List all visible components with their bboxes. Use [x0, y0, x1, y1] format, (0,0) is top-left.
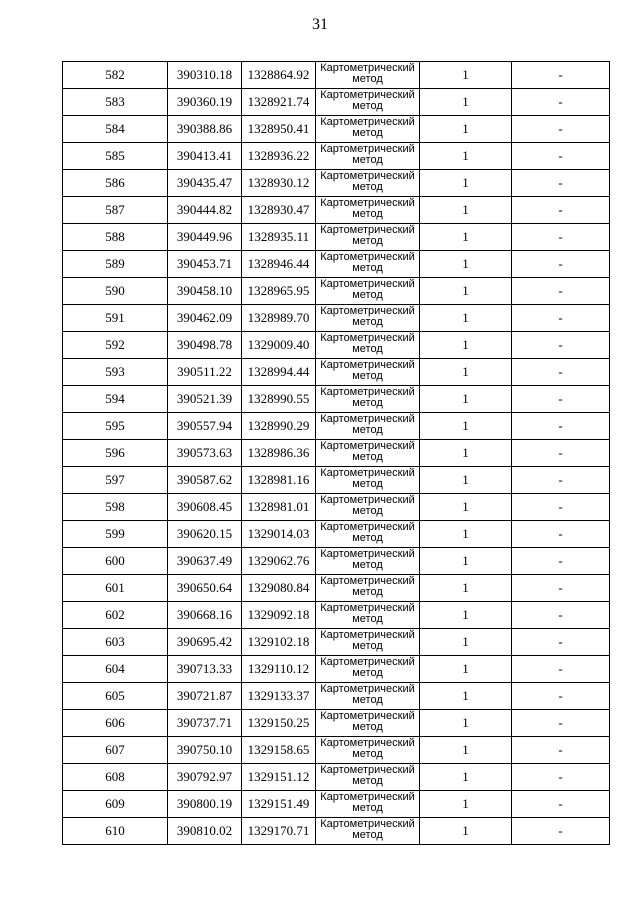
- y-coordinate-cell: 1328994.44: [242, 359, 316, 386]
- accuracy-cell: 1: [420, 710, 512, 737]
- method-cell: [316, 251, 420, 278]
- method-line1: Картометрический: [320, 628, 415, 641]
- point-number-cell: 606: [63, 710, 168, 737]
- accuracy-cell: 1: [420, 359, 512, 386]
- accuracy-cell: 1: [420, 386, 512, 413]
- method-line1: Картометрический: [320, 412, 415, 425]
- x-coordinate-cell: 390587.62: [168, 467, 242, 494]
- x-coordinate-cell: 390360.19: [168, 89, 242, 116]
- note-cell: -: [512, 332, 610, 359]
- point-number-cell: 599: [63, 521, 168, 548]
- note-cell: -: [512, 224, 610, 251]
- y-coordinate-cell: 1329170.71: [242, 818, 316, 845]
- accuracy-cell: 1: [420, 791, 512, 818]
- note-cell: -: [512, 89, 610, 116]
- accuracy-cell: 1: [420, 143, 512, 170]
- point-number-cell: 588: [63, 224, 168, 251]
- x-coordinate-cell: 390511.22: [168, 359, 242, 386]
- point-number-cell: 590: [63, 278, 168, 305]
- method-line2: метод: [352, 423, 383, 436]
- method-line2: метод: [352, 828, 383, 841]
- x-coordinate-cell: 390453.71: [168, 251, 242, 278]
- point-number-cell: 589: [63, 251, 168, 278]
- note-cell: -: [512, 737, 610, 764]
- note-cell: -: [512, 656, 610, 683]
- point-number-cell: 608: [63, 764, 168, 791]
- method-line1: Картометрический: [320, 331, 415, 344]
- x-coordinate-cell: 390792.97: [168, 764, 242, 791]
- method-cell: [316, 602, 420, 629]
- x-coordinate-cell: 390810.02: [168, 818, 242, 845]
- note-cell: -: [512, 170, 610, 197]
- note-cell: -: [512, 683, 610, 710]
- point-number-cell: 584: [63, 116, 168, 143]
- method-cell: [316, 791, 420, 818]
- method-line2: метод: [352, 585, 383, 598]
- note-cell: -: [512, 197, 610, 224]
- table-row: [63, 494, 610, 521]
- note-cell: -: [512, 548, 610, 575]
- x-coordinate-cell: 390695.42: [168, 629, 242, 656]
- y-coordinate-cell: 1329092.18: [242, 602, 316, 629]
- point-number-cell: 596: [63, 440, 168, 467]
- x-coordinate-cell: 390498.78: [168, 332, 242, 359]
- method-cell: [316, 143, 420, 170]
- method-line2: метод: [352, 207, 383, 220]
- table-row: [63, 575, 610, 602]
- point-number-cell: 582: [63, 62, 168, 89]
- y-coordinate-cell: 1329102.18: [242, 629, 316, 656]
- table-row: [63, 737, 610, 764]
- table-row: [63, 251, 610, 278]
- method-line2: метод: [352, 450, 383, 463]
- x-coordinate-cell: 390650.64: [168, 575, 242, 602]
- method-line2: метод: [352, 774, 383, 787]
- method-line1: Картометрический: [320, 682, 415, 695]
- y-coordinate-cell: 1329009.40: [242, 332, 316, 359]
- accuracy-cell: 1: [420, 683, 512, 710]
- note-cell: -: [512, 278, 610, 305]
- method-line1: Картометрический: [320, 223, 415, 236]
- table-row: [63, 143, 610, 170]
- method-line2: метод: [352, 612, 383, 625]
- accuracy-cell: 1: [420, 197, 512, 224]
- method-line2: метод: [352, 153, 383, 166]
- y-coordinate-cell: 1329158.65: [242, 737, 316, 764]
- note-cell: -: [512, 494, 610, 521]
- page-number: 31: [312, 16, 328, 33]
- method-line2: метод: [352, 666, 383, 679]
- accuracy-cell: 1: [420, 332, 512, 359]
- accuracy-cell: 1: [420, 224, 512, 251]
- point-number-cell: 594: [63, 386, 168, 413]
- method-line1: Картометрический: [320, 763, 415, 776]
- accuracy-cell: 1: [420, 89, 512, 116]
- table-row: [63, 791, 610, 818]
- table-row: [63, 710, 610, 737]
- method-line1: Картометрический: [320, 115, 415, 128]
- x-coordinate-cell: 390458.10: [168, 278, 242, 305]
- method-line1: Картометрический: [320, 169, 415, 182]
- method-line1: Картометрический: [320, 250, 415, 263]
- method-line2: метод: [352, 234, 383, 247]
- table-row: [63, 305, 610, 332]
- point-number-cell: 587: [63, 197, 168, 224]
- method-line1: Картометрический: [320, 466, 415, 479]
- method-line1: Картометрический: [320, 601, 415, 614]
- method-line2: метод: [352, 72, 383, 85]
- method-cell: [316, 575, 420, 602]
- point-number-cell: 586: [63, 170, 168, 197]
- table-row: [63, 440, 610, 467]
- method-line2: метод: [352, 693, 383, 706]
- y-coordinate-cell: 1328981.01: [242, 494, 316, 521]
- table-row: [63, 521, 610, 548]
- y-coordinate-cell: 1328936.22: [242, 143, 316, 170]
- point-number-cell: 593: [63, 359, 168, 386]
- method-cell: [316, 332, 420, 359]
- method-line2: метод: [352, 261, 383, 274]
- x-coordinate-cell: 390521.39: [168, 386, 242, 413]
- method-line2: метод: [352, 504, 383, 517]
- method-line2: метод: [352, 396, 383, 409]
- table-body: [63, 62, 610, 845]
- method-cell: [316, 467, 420, 494]
- accuracy-cell: 1: [420, 170, 512, 197]
- method-line1: Картометрический: [320, 196, 415, 209]
- accuracy-cell: 1: [420, 494, 512, 521]
- table-row: [63, 629, 610, 656]
- y-coordinate-cell: 1328990.29: [242, 413, 316, 440]
- x-coordinate-cell: 390737.71: [168, 710, 242, 737]
- table-row: [63, 224, 610, 251]
- note-cell: -: [512, 467, 610, 494]
- note-cell: -: [512, 305, 610, 332]
- table-row: [63, 170, 610, 197]
- method-line1: Картометрический: [320, 358, 415, 371]
- x-coordinate-cell: 390637.49: [168, 548, 242, 575]
- point-number-cell: 600: [63, 548, 168, 575]
- table-row: [63, 764, 610, 791]
- y-coordinate-cell: 1328990.55: [242, 386, 316, 413]
- table-row: [63, 386, 610, 413]
- x-coordinate-cell: 390462.09: [168, 305, 242, 332]
- method-line1: Картометрический: [320, 385, 415, 398]
- y-coordinate-cell: 1329110.12: [242, 656, 316, 683]
- method-line2: метод: [352, 315, 383, 328]
- point-number-cell: 591: [63, 305, 168, 332]
- point-number-cell: 583: [63, 89, 168, 116]
- accuracy-cell: 1: [420, 548, 512, 575]
- method-line1: Картометрический: [320, 736, 415, 749]
- x-coordinate-cell: 390668.16: [168, 602, 242, 629]
- method-line2: метод: [352, 99, 383, 112]
- table-row: [63, 278, 610, 305]
- method-line1: Картометрический: [320, 790, 415, 803]
- y-coordinate-cell: 1328989.70: [242, 305, 316, 332]
- method-line2: метод: [352, 747, 383, 760]
- method-cell: [316, 170, 420, 197]
- method-line1: Картометрический: [320, 277, 415, 290]
- method-line2: метод: [352, 288, 383, 301]
- method-cell: [316, 656, 420, 683]
- method-line1: Картометрический: [320, 61, 415, 74]
- y-coordinate-cell: 1329014.03: [242, 521, 316, 548]
- y-coordinate-cell: 1328965.95: [242, 278, 316, 305]
- x-coordinate-cell: 390310.18: [168, 62, 242, 89]
- y-coordinate-cell: 1328921.74: [242, 89, 316, 116]
- table-row: [63, 467, 610, 494]
- method-line2: метод: [352, 558, 383, 571]
- table-row: [63, 548, 610, 575]
- method-line1: Картометрический: [320, 142, 415, 155]
- method-cell: [316, 521, 420, 548]
- note-cell: -: [512, 386, 610, 413]
- x-coordinate-cell: 390620.15: [168, 521, 242, 548]
- accuracy-cell: 1: [420, 521, 512, 548]
- y-coordinate-cell: 1329151.49: [242, 791, 316, 818]
- point-number-cell: 598: [63, 494, 168, 521]
- y-coordinate-cell: 1329133.37: [242, 683, 316, 710]
- method-line1: Картометрический: [320, 520, 415, 533]
- accuracy-cell: 1: [420, 278, 512, 305]
- point-number-cell: 604: [63, 656, 168, 683]
- method-cell: [316, 224, 420, 251]
- accuracy-cell: 1: [420, 305, 512, 332]
- note-cell: -: [512, 251, 610, 278]
- method-line2: метод: [352, 801, 383, 814]
- x-coordinate-cell: 390721.87: [168, 683, 242, 710]
- accuracy-cell: 1: [420, 656, 512, 683]
- point-number-cell: 595: [63, 413, 168, 440]
- accuracy-cell: 1: [420, 413, 512, 440]
- method-line2: метод: [352, 531, 383, 544]
- method-cell: [316, 386, 420, 413]
- method-line2: метод: [352, 342, 383, 355]
- method-line2: метод: [352, 477, 383, 490]
- x-coordinate-cell: 390573.63: [168, 440, 242, 467]
- point-number-cell: 585: [63, 143, 168, 170]
- method-cell: [316, 737, 420, 764]
- table-row: [63, 62, 610, 89]
- method-line2: метод: [352, 720, 383, 733]
- method-line1: Картометрический: [320, 655, 415, 668]
- accuracy-cell: 1: [420, 575, 512, 602]
- note-cell: -: [512, 710, 610, 737]
- accuracy-cell: 1: [420, 629, 512, 656]
- y-coordinate-cell: 1328935.11: [242, 224, 316, 251]
- table-row: [63, 818, 610, 845]
- method-line2: метод: [352, 639, 383, 652]
- note-cell: -: [512, 359, 610, 386]
- table-row: [63, 359, 610, 386]
- method-cell: [316, 278, 420, 305]
- y-coordinate-cell: 1328930.12: [242, 170, 316, 197]
- method-line1: Картометрический: [320, 88, 415, 101]
- method-cell: [316, 494, 420, 521]
- y-coordinate-cell: 1328864.92: [242, 62, 316, 89]
- x-coordinate-cell: 390713.33: [168, 656, 242, 683]
- note-cell: -: [512, 413, 610, 440]
- table-row: [63, 197, 610, 224]
- method-line1: Картометрический: [320, 574, 415, 587]
- note-cell: -: [512, 818, 610, 845]
- note-cell: -: [512, 602, 610, 629]
- point-number-cell: 597: [63, 467, 168, 494]
- x-coordinate-cell: 390413.41: [168, 143, 242, 170]
- accuracy-cell: 1: [420, 116, 512, 143]
- table-row: [63, 116, 610, 143]
- x-coordinate-cell: 390449.96: [168, 224, 242, 251]
- x-coordinate-cell: 390800.19: [168, 791, 242, 818]
- note-cell: -: [512, 791, 610, 818]
- accuracy-cell: 1: [420, 764, 512, 791]
- y-coordinate-cell: 1328950.41: [242, 116, 316, 143]
- method-line1: Картометрический: [320, 817, 415, 830]
- note-cell: -: [512, 521, 610, 548]
- method-line1: Картометрический: [320, 439, 415, 452]
- accuracy-cell: 1: [420, 440, 512, 467]
- point-number-cell: 607: [63, 737, 168, 764]
- method-line1: Картометрический: [320, 493, 415, 506]
- table-row: [63, 413, 610, 440]
- x-coordinate-cell: 390444.82: [168, 197, 242, 224]
- table-row: [63, 602, 610, 629]
- point-number-cell: 603: [63, 629, 168, 656]
- method-cell: [316, 89, 420, 116]
- y-coordinate-cell: 1328986.36: [242, 440, 316, 467]
- accuracy-cell: 1: [420, 62, 512, 89]
- accuracy-cell: 1: [420, 467, 512, 494]
- x-coordinate-cell: 390435.47: [168, 170, 242, 197]
- method-cell: [316, 62, 420, 89]
- point-number-cell: 592: [63, 332, 168, 359]
- y-coordinate-cell: 1329080.84: [242, 575, 316, 602]
- y-coordinate-cell: 1329150.25: [242, 710, 316, 737]
- method-line2: метод: [352, 369, 383, 382]
- x-coordinate-cell: 390608.45: [168, 494, 242, 521]
- point-number-cell: 610: [63, 818, 168, 845]
- y-coordinate-cell: 1328946.44: [242, 251, 316, 278]
- table-row: [63, 89, 610, 116]
- note-cell: -: [512, 116, 610, 143]
- y-coordinate-cell: 1329151.12: [242, 764, 316, 791]
- note-cell: -: [512, 440, 610, 467]
- note-cell: -: [512, 62, 610, 89]
- note-cell: -: [512, 764, 610, 791]
- point-number-cell: 601: [63, 575, 168, 602]
- method-line1: Картометрический: [320, 709, 415, 722]
- y-coordinate-cell: 1328981.16: [242, 467, 316, 494]
- method-cell: [316, 116, 420, 143]
- accuracy-cell: 1: [420, 818, 512, 845]
- note-cell: -: [512, 575, 610, 602]
- table-row: [63, 683, 610, 710]
- table-row: [63, 656, 610, 683]
- note-cell: -: [512, 629, 610, 656]
- x-coordinate-cell: 390557.94: [168, 413, 242, 440]
- y-coordinate-cell: 1329062.76: [242, 548, 316, 575]
- method-line1: Картометрический: [320, 547, 415, 560]
- method-cell: [316, 710, 420, 737]
- y-coordinate-cell: 1328930.47: [242, 197, 316, 224]
- accuracy-cell: 1: [420, 251, 512, 278]
- method-line1: Картометрический: [320, 304, 415, 317]
- method-cell: [316, 197, 420, 224]
- coordinates-table: [62, 61, 610, 845]
- table-row: [63, 332, 610, 359]
- accuracy-cell: 1: [420, 737, 512, 764]
- method-line2: метод: [352, 180, 383, 193]
- point-number-cell: 602: [63, 602, 168, 629]
- method-line2: метод: [352, 126, 383, 139]
- method-cell: [316, 818, 420, 845]
- x-coordinate-cell: 390750.10: [168, 737, 242, 764]
- x-coordinate-cell: 390388.86: [168, 116, 242, 143]
- method-cell: [316, 359, 420, 386]
- method-cell: [316, 629, 420, 656]
- method-cell: [316, 413, 420, 440]
- method-cell: [316, 440, 420, 467]
- point-number-cell: 609: [63, 791, 168, 818]
- point-number-cell: 605: [63, 683, 168, 710]
- method-cell: [316, 305, 420, 332]
- note-cell: -: [512, 143, 610, 170]
- method-cell: [316, 683, 420, 710]
- method-cell: [316, 764, 420, 791]
- method-cell: [316, 548, 420, 575]
- accuracy-cell: 1: [420, 602, 512, 629]
